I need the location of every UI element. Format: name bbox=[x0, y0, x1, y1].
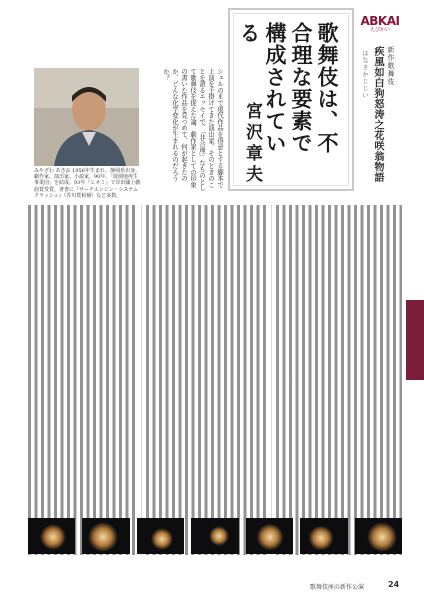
abkai-logo bbox=[360, 10, 400, 38]
performance-photo-strip bbox=[28, 518, 402, 554]
body-column-1 bbox=[28, 205, 136, 555]
article-title: 歌舞伎は、不合理な要素で構成されている bbox=[237, 22, 340, 154]
author-bio: みやざわ あきお 1956年生まれ、静岡県出身。劇作家、演出家、小説家。90年、「遊園地再生事業団」を結成。93年『ヒネミ』で岸田國士戯曲賞受賞。著書に『サーチエンジン・システムクラッシュ』（芥川賞候補）など多数。 bbox=[34, 168, 141, 199]
series-label: 新作歌舞伎 bbox=[387, 46, 395, 86]
title-frame bbox=[228, 8, 354, 191]
stage-photo bbox=[246, 518, 293, 554]
footer-caption: 歌舞伎座の新作公演 bbox=[310, 584, 365, 591]
body-column-2 bbox=[146, 205, 266, 555]
stage-photo bbox=[137, 518, 184, 554]
stage-photo bbox=[191, 518, 238, 554]
stage-photo bbox=[82, 518, 129, 554]
article-intro: シェルのまで現代作品を得意とする脚本で上演を手掛けてきた演出家。そのときのことを語るエッセイで、「非合理」なものとして歌舞伎を捉えた論、劇作家としての印象の書いた作品を見つめて、何が起きたのか、どんな化学変化が生まれるのだろうか？ bbox=[162, 68, 223, 191]
body-column-3 bbox=[276, 205, 402, 555]
author-name: 宮沢章夫 bbox=[242, 102, 262, 186]
stage-photo bbox=[28, 518, 75, 554]
series-title: 疾風如白狗怒涛之花咲翁物語 bbox=[372, 46, 383, 183]
logo-text: ABKAI bbox=[360, 13, 400, 28]
article-body bbox=[28, 205, 402, 555]
author-photo bbox=[34, 68, 139, 166]
column-divider bbox=[271, 205, 272, 555]
page-number: 24 bbox=[388, 580, 400, 589]
column-divider bbox=[141, 205, 142, 555]
series-kana: はなさかじじい bbox=[361, 50, 368, 99]
side-color-tab bbox=[406, 300, 424, 380]
stage-photo bbox=[355, 518, 402, 554]
stage-photo bbox=[300, 518, 347, 554]
logo-subtext: えびかい bbox=[369, 26, 390, 33]
series-header bbox=[360, 10, 408, 190]
